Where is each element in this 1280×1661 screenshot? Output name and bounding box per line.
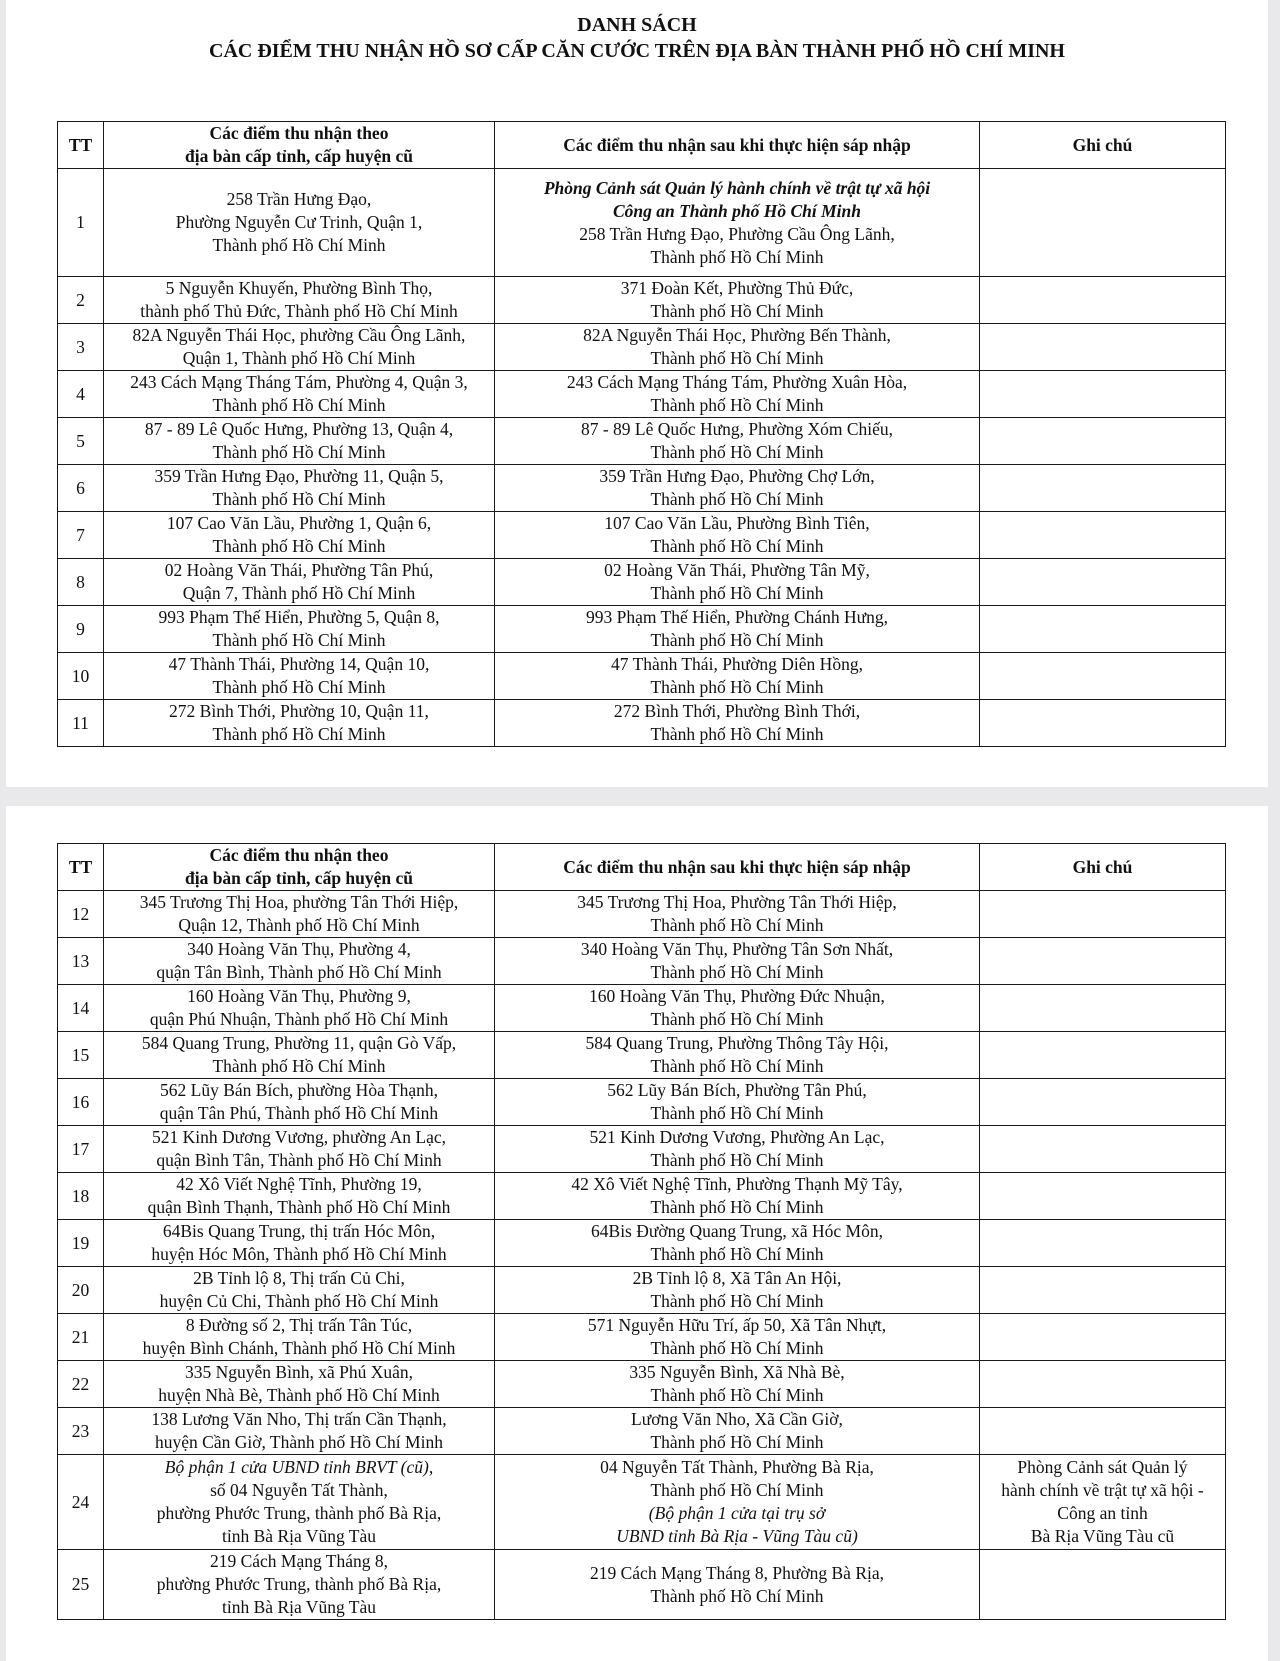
table-header-row [58, 122, 1226, 169]
old-line: 64Bis Quang Trung, thị trấn Hóc Môn, [162, 1221, 436, 1241]
new-location-cell [495, 559, 980, 606]
table-row [58, 324, 1226, 371]
new-line: 359 Trần Hưng Đạo, Phường Chợ Lớn, [599, 466, 875, 486]
new-line: 371 Đoàn Kết, Phường Thủ Đức, [620, 278, 854, 298]
old-line: quận Phú Nhuận, Thành phố Hồ Chí Minh [149, 1009, 449, 1029]
new-line: Thành phố Hồ Chí Minh [650, 583, 824, 603]
new-line: 521 Kinh Dương Vương, Phường An Lạc, [589, 1127, 885, 1147]
row-number: 10 [58, 653, 104, 700]
old-line: huyện Nhà Bè, Thành phố Hồ Chí Minh [158, 1385, 440, 1405]
row-number: 6 [58, 465, 104, 512]
header-old-line2: địa bàn cấp tỉnh, cấp huyện cũ [184, 868, 414, 888]
old-line: Thành phố Hồ Chí Minh [212, 442, 386, 462]
new-location-cell [495, 985, 980, 1032]
note-cell [980, 1267, 1226, 1314]
old-location-cell [104, 1361, 495, 1408]
note-cell [980, 1079, 1226, 1126]
old-line: Thành phố Hồ Chí Minh [212, 630, 386, 650]
new-line: Thành phố Hồ Chí Minh [650, 1056, 824, 1076]
new-location-cell [495, 891, 980, 938]
old-line: 5 Nguyễn Khuyến, Phường Bình Thọ, [165, 278, 433, 298]
table-body-part-1 [58, 169, 1226, 747]
new-line: 87 - 89 Lê Quốc Hưng, Phường Xóm Chiếu, [580, 419, 894, 439]
note-cell [980, 1361, 1226, 1408]
new-location-cell [495, 1550, 980, 1620]
row-number: 20 [58, 1267, 104, 1314]
row-number: 18 [58, 1173, 104, 1220]
note-line: Công an tỉnh [1057, 1503, 1148, 1523]
new-line: Thành phố Hồ Chí Minh [650, 395, 824, 415]
old-location-cell [104, 1079, 495, 1126]
header-tt: TT [58, 122, 104, 169]
new-line: Thành phố Hồ Chí Minh [650, 1385, 824, 1405]
note-cell [980, 1032, 1226, 1079]
table-row [58, 891, 1226, 938]
old-line: 335 Nguyễn Bình, xã Phú Xuân, [185, 1362, 413, 1382]
old-location-cell [104, 1550, 495, 1620]
header-old-line2: địa bàn cấp tỉnh, cấp huyện cũ [184, 146, 414, 166]
new-line: Phòng Cảnh sát Quản lý hành chính về trật tự xã hội [543, 177, 931, 198]
locations-table-part-1 [57, 121, 1226, 747]
old-line: 258 Trần Hưng Đạo, [226, 189, 372, 209]
header-new-locations: Các điểm thu nhận sau khi thực hiện sáp nhập [495, 122, 980, 169]
old-line: 272 Bình Thới, Phường 10, Quận 11, [169, 701, 429, 721]
old-location-cell [104, 371, 495, 418]
old-location-cell [104, 1032, 495, 1079]
note-cell [980, 1455, 1226, 1550]
old-location-cell [104, 465, 495, 512]
note-cell [980, 700, 1226, 747]
header-old-locations [104, 122, 495, 169]
new-line: Thành phố Hồ Chí Minh [650, 246, 824, 267]
note-cell [980, 1314, 1226, 1361]
old-line: 8 Đường số 2, Thị trấn Tân Túc, [185, 1315, 413, 1335]
table-row [58, 606, 1226, 653]
old-line: quận Tân Bình, Thành phố Hồ Chí Minh [156, 962, 442, 982]
table-row [58, 653, 1226, 700]
note-cell [980, 938, 1226, 985]
new-line: 571 Nguyễn Hữu Trí, ấp 50, Xã Tân Nhựt, [587, 1315, 887, 1335]
old-line: Phường Nguyễn Cư Trinh, Quận 1, [175, 212, 423, 232]
note-cell [980, 985, 1226, 1032]
table-body-part-2 [58, 891, 1226, 1620]
old-line: phường Phước Trung, thành phố Bà Rịa, [156, 1574, 442, 1594]
old-line: 87 - 89 Lê Quốc Hưng, Phường 13, Quận 4, [144, 419, 454, 439]
old-line: 219 Cách Mạng Tháng 8, [209, 1551, 389, 1571]
old-location-cell [104, 938, 495, 985]
new-location-cell [495, 1361, 980, 1408]
table-row [58, 1267, 1226, 1314]
table-row [58, 1314, 1226, 1361]
row-number: 25 [58, 1550, 104, 1620]
new-line: Thành phố Hồ Chí Minh [650, 1480, 824, 1500]
new-line: Thành phố Hồ Chí Minh [650, 1150, 824, 1170]
row-number: 15 [58, 1032, 104, 1079]
new-line: 584 Quang Trung, Phường Thông Tây Hội, [585, 1033, 889, 1053]
new-line: Thành phố Hồ Chí Minh [650, 536, 824, 556]
old-line: 160 Hoàng Văn Thụ, Phường 9, [187, 986, 411, 1006]
new-location-cell [495, 324, 980, 371]
table-row [58, 418, 1226, 465]
old-location-cell [104, 418, 495, 465]
new-line: Thành phố Hồ Chí Minh [650, 630, 824, 650]
header-new-locations: Các điểm thu nhận sau khi thực hiện sáp nhập [495, 844, 980, 891]
new-location-cell [495, 700, 980, 747]
new-location-cell [495, 1032, 980, 1079]
old-line: 47 Thành Thái, Phường 14, Quận 10, [168, 654, 430, 674]
new-line: Thành phố Hồ Chí Minh [650, 442, 824, 462]
new-line: Thành phố Hồ Chí Minh [650, 1585, 824, 1606]
old-line: Thành phố Hồ Chí Minh [212, 1056, 386, 1076]
old-line: 138 Lương Văn Nho, Thị trấn Cần Thạnh, [151, 1409, 447, 1429]
row-number: 17 [58, 1126, 104, 1173]
note-cell [980, 169, 1226, 277]
new-location-cell [495, 512, 980, 559]
row-number: 23 [58, 1408, 104, 1455]
row-number: 9 [58, 606, 104, 653]
new-line: Thành phố Hồ Chí Minh [650, 677, 824, 697]
row-number: 8 [58, 559, 104, 606]
new-line: 345 Trương Thị Hoa, Phường Tân Thới Hiệp, [577, 892, 897, 912]
table-row [58, 512, 1226, 559]
old-line: quận Bình Thạnh, Thành phố Hồ Chí Minh [147, 1197, 451, 1217]
note-cell [980, 1220, 1226, 1267]
new-location-cell [495, 1455, 980, 1550]
old-line: Thành phố Hồ Chí Minh [212, 724, 386, 744]
row-number: 3 [58, 324, 104, 371]
new-line: 993 Phạm Thế Hiển, Phường Chánh Hưng, [585, 607, 889, 627]
table-row [58, 1173, 1226, 1220]
table-row [58, 1220, 1226, 1267]
old-line: Thành phố Hồ Chí Minh [212, 677, 386, 697]
note-cell [980, 371, 1226, 418]
row-number: 12 [58, 891, 104, 938]
row-number: 13 [58, 938, 104, 985]
table-row [58, 1079, 1226, 1126]
old-line: 359 Trần Hưng Đạo, Phường 11, Quận 5, [154, 466, 444, 486]
new-line: 42 Xô Viết Nghệ Tĩnh, Phường Thạnh Mỹ Tây, [571, 1174, 903, 1194]
new-line: 258 Trần Hưng Đạo, Phường Cầu Ông Lãnh, [579, 223, 895, 244]
row-number: 2 [58, 277, 104, 324]
new-location-cell [495, 1267, 980, 1314]
old-line: 02 Hoàng Văn Thái, Phường Tân Phú, [164, 560, 434, 580]
new-line: UBND tỉnh Bà Rịa - Vũng Tàu cũ) [616, 1526, 858, 1546]
row-number: 14 [58, 985, 104, 1032]
row-number: 19 [58, 1220, 104, 1267]
old-line: 82A Nguyễn Thái Học, phường Cầu Ông Lãnh, [132, 325, 466, 345]
old-location-cell [104, 891, 495, 938]
table-row [58, 1126, 1226, 1173]
table-row [58, 700, 1226, 747]
note-line: hành chính về trật tự xã hội - [1001, 1480, 1204, 1500]
old-location-cell [104, 1267, 495, 1314]
new-line: Thành phố Hồ Chí Minh [650, 489, 824, 509]
new-location-cell [495, 1314, 980, 1361]
old-line: số 04 Nguyễn Tất Thành, [210, 1480, 388, 1500]
new-line: 272 Bình Thới, Phường Bình Thới, [613, 701, 861, 721]
header-note: Ghi chú [980, 122, 1226, 169]
header-note: Ghi chú [980, 844, 1226, 891]
note-cell [980, 653, 1226, 700]
new-line: 04 Nguyễn Tất Thành, Phường Bà Rịa, [600, 1457, 874, 1477]
note-cell [980, 512, 1226, 559]
header-old-line1: Các điểm thu nhận theo [209, 845, 389, 865]
new-line: 64Bis Đường Quang Trung, xã Hóc Môn, [591, 1221, 883, 1241]
new-location-cell [495, 465, 980, 512]
header-old-locations [104, 844, 495, 891]
locations-table-part-2 [57, 843, 1226, 1620]
old-line: Quận 1, Thành phố Hồ Chí Minh [182, 348, 416, 368]
old-line: thành phố Thủ Đức, Thành phố Hồ Chí Minh [140, 301, 458, 321]
table-row [58, 1361, 1226, 1408]
old-location-cell [104, 1220, 495, 1267]
new-line: 335 Nguyễn Bình, Xã Nhà Bè, [629, 1362, 845, 1382]
old-line: Bộ phận 1 cửa UBND tỉnh BRVT (cũ), [164, 1457, 434, 1477]
new-line: Thành phố Hồ Chí Minh [650, 1197, 824, 1217]
table-row [58, 1455, 1226, 1550]
table-row [58, 1550, 1226, 1620]
row-number: 21 [58, 1314, 104, 1361]
old-line: quận Tân Phú, Thành phố Hồ Chí Minh [159, 1103, 439, 1123]
note-cell [980, 1126, 1226, 1173]
new-location-cell [495, 1126, 980, 1173]
table-row [58, 1408, 1226, 1455]
old-location-cell [104, 653, 495, 700]
new-location-cell [495, 1173, 980, 1220]
note-cell [980, 559, 1226, 606]
new-line: Thành phố Hồ Chí Minh [650, 301, 824, 321]
new-location-cell [495, 1408, 980, 1455]
old-location-cell [104, 324, 495, 371]
row-number: 22 [58, 1361, 104, 1408]
old-location-cell [104, 277, 495, 324]
old-line: 993 Phạm Thế Hiển, Phường 5, Quận 8, [158, 607, 440, 627]
new-line: Thành phố Hồ Chí Minh [650, 1103, 824, 1123]
table-row [58, 371, 1226, 418]
new-line: Thành phố Hồ Chí Minh [650, 1338, 824, 1358]
row-number: 11 [58, 700, 104, 747]
old-line: 107 Cao Văn Lầu, Phường 1, Quận 6, [166, 513, 432, 533]
note-cell [980, 1173, 1226, 1220]
note-cell [980, 418, 1226, 465]
note-cell [980, 1550, 1226, 1620]
row-number: 5 [58, 418, 104, 465]
new-location-cell [495, 371, 980, 418]
note-cell [980, 324, 1226, 371]
new-line: 82A Nguyễn Thái Học, Phường Bến Thành, [583, 325, 891, 345]
new-line: 562 Lũy Bán Bích, Phường Tân Phú, [607, 1080, 867, 1100]
note-line: Phòng Cảnh sát Quản lý [1017, 1457, 1188, 1477]
new-location-cell [495, 277, 980, 324]
new-line: 2B Tỉnh lộ 8, Xã Tân An Hội, [632, 1268, 842, 1288]
old-line: Thành phố Hồ Chí Minh [212, 235, 386, 255]
new-location-cell [495, 169, 980, 277]
new-line: Thành phố Hồ Chí Minh [650, 1432, 824, 1452]
table-row [58, 985, 1226, 1032]
new-line: 340 Hoàng Văn Thụ, Phường Tân Sơn Nhất, [580, 939, 894, 959]
old-line: 42 Xô Viết Nghệ Tĩnh, Phường 19, [176, 1174, 422, 1194]
old-line: 2B Tỉnh lộ 8, Thị trấn Củ Chi, [193, 1268, 405, 1288]
new-location-cell [495, 653, 980, 700]
new-location-cell [495, 606, 980, 653]
document-page-1 [6, 0, 1268, 787]
new-line: 219 Cách Mạng Tháng 8, Phường Bà Rịa, [589, 1562, 884, 1583]
document-title: DANH SÁCH [577, 14, 697, 36]
table-row [58, 938, 1226, 985]
old-line: huyện Cần Giờ, Thành phố Hồ Chí Minh [155, 1432, 443, 1452]
new-line: 47 Thành Thái, Phường Diên Hồng, [611, 654, 863, 674]
new-line: Lương Văn Nho, Xã Cần Giờ, [631, 1409, 843, 1429]
new-line: Thành phố Hồ Chí Minh [650, 1291, 824, 1311]
row-number: 7 [58, 512, 104, 559]
old-line: tỉnh Bà Rịa Vũng Tàu [222, 1526, 376, 1546]
old-location-cell [104, 700, 495, 747]
note-cell [980, 1408, 1226, 1455]
old-location-cell [104, 1126, 495, 1173]
new-line: Thành phố Hồ Chí Minh [650, 962, 824, 982]
old-location-cell [104, 512, 495, 559]
new-line: 243 Cách Mạng Tháng Tám, Phường Xuân Hòa, [566, 372, 908, 392]
table-row [58, 1032, 1226, 1079]
document-subtitle: CÁC ĐIỂM THU NHẬN HỒ SƠ CẤP CĂN CƯỚC TRÊN ĐỊA BÀN THÀNH PHỐ HỒ CHÍ MINH [209, 40, 1065, 62]
table-row [58, 465, 1226, 512]
new-line: Thành phố Hồ Chí Minh [650, 1244, 824, 1264]
new-location-cell [495, 938, 980, 985]
new-line: 160 Hoàng Văn Thụ, Phường Đức Nhuận, [589, 986, 885, 1006]
old-line: 521 Kinh Dương Vương, phường An Lạc, [151, 1127, 447, 1147]
old-line: tỉnh Bà Rịa Vũng Tàu [222, 1597, 376, 1617]
note-cell [980, 277, 1226, 324]
old-line: 345 Trương Thị Hoa, phường Tân Thới Hiệp, [139, 892, 459, 912]
new-line: Thành phố Hồ Chí Minh [650, 724, 824, 744]
new-location-cell [495, 1220, 980, 1267]
new-line: Thành phố Hồ Chí Minh [650, 348, 824, 368]
note-cell [980, 606, 1226, 653]
old-line: Quận 12, Thành phố Hồ Chí Minh [178, 915, 420, 935]
old-location-cell [104, 169, 495, 277]
old-line: 340 Hoàng Văn Thụ, Phường 4, [187, 939, 411, 959]
old-location-cell [104, 1408, 495, 1455]
old-line: huyện Hóc Môn, Thành phố Hồ Chí Minh [151, 1244, 447, 1264]
old-line: Quận 7, Thành phố Hồ Chí Minh [182, 583, 416, 603]
new-line: 02 Hoàng Văn Thái, Phường Tân Mỹ, [604, 560, 870, 580]
table-row [58, 169, 1226, 277]
old-line: Thành phố Hồ Chí Minh [212, 489, 386, 509]
table-row [58, 277, 1226, 324]
note-cell [980, 891, 1226, 938]
row-number: 1 [58, 169, 104, 277]
row-number: 24 [58, 1455, 104, 1550]
old-location-cell [104, 1173, 495, 1220]
old-location-cell [104, 606, 495, 653]
old-line: Thành phố Hồ Chí Minh [212, 395, 386, 415]
old-line: huyện Bình Chánh, Thành phố Hồ Chí Minh [142, 1338, 456, 1358]
note-cell [980, 465, 1226, 512]
old-line: Thành phố Hồ Chí Minh [212, 536, 386, 556]
new-line: Thành phố Hồ Chí Minh [650, 915, 824, 935]
old-line: 243 Cách Mạng Tháng Tám, Phường 4, Quận 3, [130, 372, 468, 392]
new-line: (Bộ phận 1 cửa tại trụ sở [648, 1503, 826, 1523]
header-tt: TT [58, 844, 104, 891]
old-line: 584 Quang Trung, Phường 11, quận Gò Vấp, [141, 1033, 457, 1053]
old-line: phường Phước Trung, thành phố Bà Rịa, [156, 1503, 442, 1523]
old-location-cell [104, 1455, 495, 1550]
old-location-cell [104, 985, 495, 1032]
note-line: Bà Rịa Vũng Tàu cũ [1030, 1526, 1175, 1546]
new-line: Thành phố Hồ Chí Minh [650, 1009, 824, 1029]
document-page-2 [6, 806, 1268, 1661]
old-line: quận Bình Tân, Thành phố Hồ Chí Minh [156, 1150, 442, 1170]
new-location-cell [495, 1079, 980, 1126]
table-header-row [58, 844, 1226, 891]
new-line: 107 Cao Văn Lầu, Phường Bình Tiên, [604, 513, 870, 533]
new-line: Công an Thành phố Hồ Chí Minh [612, 200, 862, 221]
table-row [58, 559, 1226, 606]
old-location-cell [104, 1314, 495, 1361]
old-line: 562 Lũy Bán Bích, phường Hòa Thạnh, [160, 1080, 438, 1100]
old-line: huyện Củ Chi, Thành phố Hồ Chí Minh [159, 1291, 439, 1311]
row-number: 16 [58, 1079, 104, 1126]
new-location-cell [495, 418, 980, 465]
header-old-line1: Các điểm thu nhận theo [209, 123, 389, 143]
row-number: 4 [58, 371, 104, 418]
old-location-cell [104, 559, 495, 606]
